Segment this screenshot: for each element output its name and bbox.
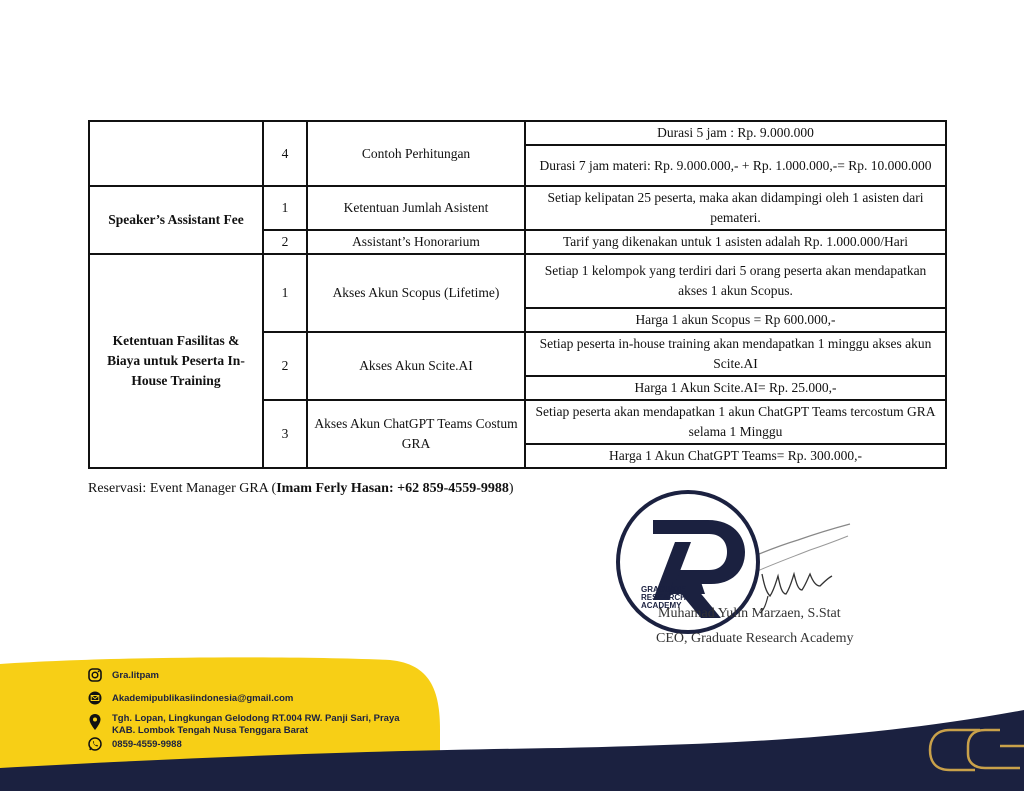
category-cell: Speaker’s Assistant Fee: [89, 186, 263, 254]
signatory-name: Muhamad Yulin Marzaen, S.Stat: [658, 606, 841, 621]
reservation-text: [88, 481, 514, 497]
row-number: 2: [263, 230, 307, 254]
item-cell: Akses Akun Scite.AI: [307, 332, 525, 400]
logo-text-research: RESEARCH: [641, 593, 686, 602]
reservation-suffix: ): [508, 481, 514, 496]
footer-address-line1: Tgh. Lopan, Lingkungan Gelodong RT.004 RW. Panji Sari, Praya: [112, 713, 400, 724]
item-cell: Assistant’s Honorarium: [307, 230, 525, 254]
detail-cell: Durasi 5 jam : Rp. 9.000.000: [525, 121, 946, 145]
detail-cell: Setiap 1 kelompok yang terdiri dari 5 orang peserta akan mendapatkan akses 1 akun Scopus.: [525, 254, 946, 308]
reservation-prefix: Reservasi: Event Manager GRA (: [88, 481, 277, 496]
row-number: 4: [263, 121, 307, 186]
detail-cell: Tarif yang dikenakan untuk 1 asisten adalah Rp. 1.000.000/Hari: [525, 230, 946, 254]
item-cell: Contoh Perhitungan: [307, 121, 525, 186]
footer-address-line2: KAB. Lombok Tengah Nusa Tenggara Barat: [112, 725, 309, 736]
detail-cell: Harga 1 akun Scopus = Rp 600.000,-: [525, 308, 946, 332]
fee-table: [88, 120, 947, 469]
detail-cell: Harga 1 Akun Scite.AI= Rp. 25.000,-: [525, 376, 946, 400]
row-number: 2: [263, 332, 307, 400]
instagram-icon: [88, 668, 102, 682]
row-number: 3: [263, 400, 307, 468]
detail-cell: Durasi 7 jam materi: Rp. 9.000.000,- + Rp. 1.000.000,-= Rp. 10.000.000: [525, 145, 946, 186]
item-cell: Akses Akun Scopus (Lifetime): [307, 254, 525, 332]
footer-phone: 0859-4559-9988: [112, 739, 182, 750]
logo-text-graduate: GRADUATE: [641, 585, 686, 594]
signatory-title: CEO, Graduate Research Academy: [656, 631, 854, 646]
row-number: 1: [263, 186, 307, 230]
footer-instagram: Gra.litpam: [112, 670, 159, 681]
detail-cell: Setiap peserta akan mendapatkan 1 akun ChatGPT Teams tercostum GRA selama 1 Minggu: [525, 400, 946, 444]
whatsapp-icon: [88, 737, 102, 751]
location-pin-icon: [88, 713, 102, 731]
item-cell: Akses Akun ChatGPT Teams Costum GRA: [307, 400, 525, 468]
email-icon: [88, 691, 102, 705]
reservation-contact: Imam Ferly Hasan: +62 859-4559-9988: [276, 481, 509, 496]
category-cell: Ketentuan Fasilitas & Biaya untuk Peserta In-House Training: [89, 254, 263, 468]
detail-cell: Setiap peserta in-house training akan mendapatkan 1 minggu akses akun Scite.AI: [525, 332, 946, 376]
item-cell: Ketentuan Jumlah Asistent: [307, 186, 525, 230]
row-number: 1: [263, 254, 307, 332]
category-cell-empty: [89, 121, 263, 186]
detail-cell: Harga 1 Akun ChatGPT Teams= Rp. 300.000,-: [525, 444, 946, 468]
logo-text-academy: ACADEMY: [641, 601, 682, 610]
footer-email: Akademipublikasiindonesia@gmail.com: [112, 693, 294, 704]
detail-cell: Setiap kelipatan 25 peserta, maka akan didampingi oleh 1 asisten dari pemateri.: [525, 186, 946, 230]
